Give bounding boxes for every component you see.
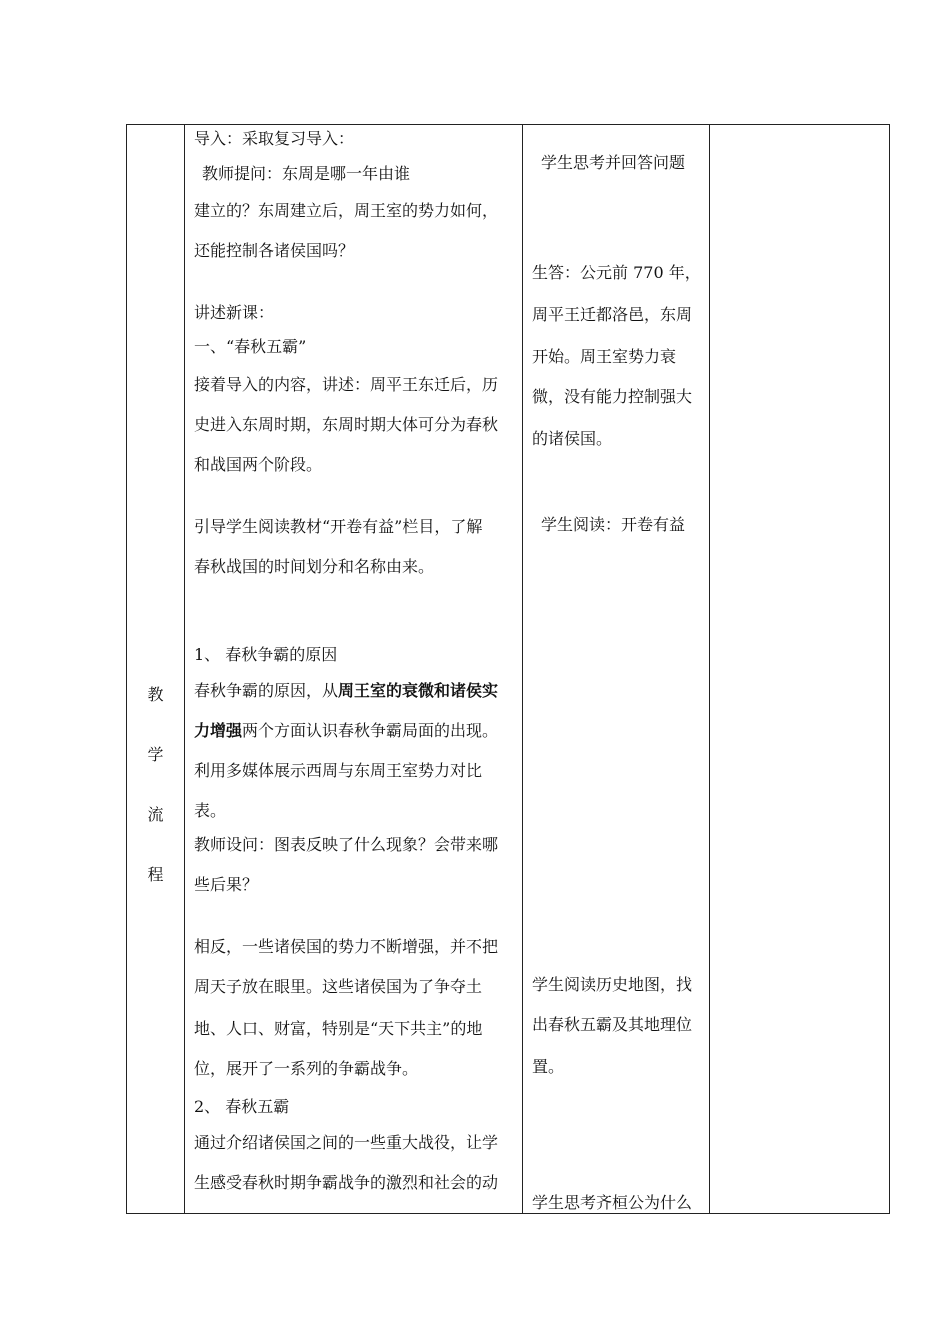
emphasis-text: 周王室的衰微和诸侯实 [338, 681, 499, 700]
student-line: 周平王迁都洛邑，东周 [532, 305, 693, 324]
student-line: 学生思考并回答问题 [541, 153, 686, 172]
teacher-line: 史进入东周时期，东周时期大体可分为春秋 [194, 415, 499, 434]
student-line: 生答：公元前 770 年， [532, 263, 701, 282]
teacher-line: 讲述新课： [194, 303, 275, 322]
teacher-line: 接着导入的内容，讲述：周平王东迁后，历 [194, 375, 499, 394]
row-label-char: 程 [147, 865, 164, 884]
teacher-line: 生感受春秋时期争霸战争的激烈和社会的动 [194, 1173, 499, 1192]
teacher-line: 春秋战国的时间划分和名称由来。 [194, 557, 435, 576]
student-line: 学生思考齐桓公为什么 [532, 1193, 693, 1212]
teacher-line: 还能控制各诸侯国吗？ [194, 241, 355, 260]
teacher-line: 和战国两个阶段。 [194, 455, 323, 474]
student-line: 出春秋五霸及其地理位 [532, 1015, 693, 1034]
row-label-char: 流 [147, 805, 164, 824]
student-line: 微，没有能力控制强大 [532, 387, 693, 406]
teacher-line: 2、 春秋五霸 [194, 1097, 290, 1116]
teacher-line: 教师设问：图表反映了什么现象？会带来哪 [194, 835, 499, 854]
row-label-char: 教 [147, 685, 164, 704]
teacher-line: 通过介绍诸侯国之间的一些重大战役，让学 [194, 1133, 499, 1152]
teacher-line: 位，展开了一系列的争霸战争。 [194, 1059, 419, 1078]
teacher-line: 教师提问：东周是哪一年由谁 [202, 164, 411, 183]
teacher-line [194, 721, 498, 741]
emphasis-text: 力增强 [194, 721, 243, 740]
teacher-line: 引导学生阅读教材“开卷有益”栏目，了解 [194, 517, 483, 536]
teacher-line: 地、人口、财富，特别是“天下共主”的地 [194, 1019, 483, 1038]
teacher-line: 一、“春秋五霸” [194, 337, 307, 356]
text-run: 两个方面认识春秋争霸局面的出现。 [242, 721, 499, 740]
teacher-line: 1、 春秋争霸的原因 [194, 645, 338, 664]
lesson-plan-table [126, 124, 890, 1214]
teacher-line: 建立的？东周建立后，周王室的势力如何， [194, 201, 499, 220]
teacher-line: 导入：采取复习导入： [194, 129, 355, 148]
teacher-line [194, 681, 498, 701]
column-divider [522, 125, 523, 1213]
student-line: 开始。周王室势力衰 [532, 347, 677, 366]
teacher-line: 些后果？ [194, 875, 259, 894]
text-run: 春秋争霸的原因，从 [194, 681, 339, 700]
teacher-line: 相反，一些诸侯国的势力不断增强，并不把 [194, 937, 499, 956]
column-divider [184, 125, 185, 1213]
row-label-teaching-process [127, 665, 184, 905]
student-line: 学生阅读：开卷有益 [541, 515, 686, 534]
teacher-line: 表。 [194, 801, 227, 820]
teacher-line: 利用多媒体展示西周与东周王室势力对比 [194, 761, 483, 780]
student-line: 的诸侯国。 [532, 429, 613, 448]
teacher-line: 周天子放在眼里。这些诸侯国为了争夺土 [194, 977, 483, 996]
student-line: 置。 [532, 1057, 565, 1076]
student-line: 学生阅读历史地图，找 [532, 975, 693, 994]
row-label-char: 学 [147, 745, 164, 764]
column-divider [709, 125, 710, 1213]
